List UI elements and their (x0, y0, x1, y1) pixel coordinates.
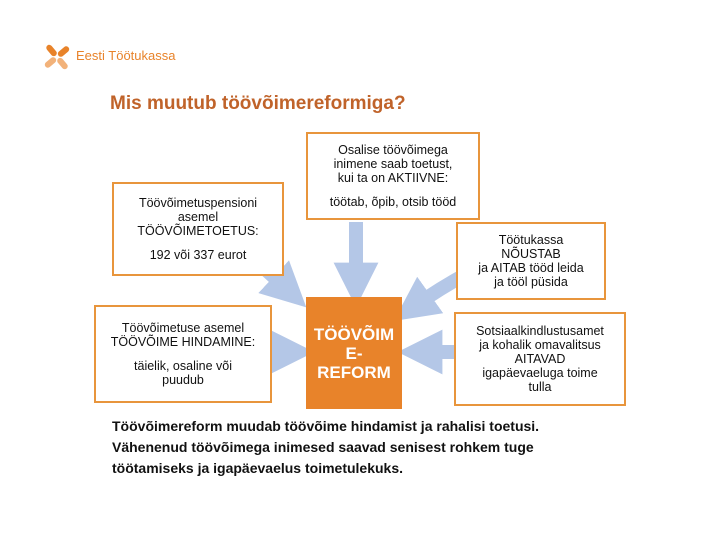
box-top-right-line3: ja AITAB tööd leida (478, 261, 584, 275)
box-bottom-left-line3: täielik, osaline või (134, 359, 232, 373)
box-top-center-line2: inimene saab toetust, (333, 157, 453, 171)
box-top-left-line3: TÖÖVÕIMETOETUS: (137, 224, 259, 238)
box-bottom-right-line1: Sotsiaalkindlustusamet (476, 324, 604, 338)
center-line3: REFORM (317, 362, 391, 382)
summary-line2: Vähenenud töövõimega inimesed saavad senisest rohkem tuge (112, 439, 534, 455)
box-top-left-line2: asemel (177, 210, 219, 224)
center-line2: E- (345, 343, 363, 363)
box-bottom-left-line2: TÖÖVÕIME HINDAMINE: (110, 335, 256, 349)
box-top-left-line4: 192 või 337 eurot (149, 248, 247, 262)
box-top-left (112, 182, 284, 276)
center-line1: TÖÖVÕIM (313, 324, 395, 344)
summary-line1: Töövõimereform muudab töövõime hindamist ja rahalisi toetusi. (112, 418, 540, 434)
center-reform-box (306, 297, 402, 409)
box-top-right (456, 222, 606, 300)
box-bottom-right-line2: ja kohalik omavalitsus (479, 338, 601, 352)
box-top-right-line1: Töötukassa (498, 233, 564, 247)
box-top-center-line4: töötab, õpib, otsib tööd (329, 195, 457, 209)
box-top-center-line3: kui ta on AKTIIVNE: (337, 171, 449, 185)
summary-text (112, 416, 632, 479)
box-bottom-right-line4: igapäevaeluga toime (482, 366, 598, 380)
box-top-right-line4: ja tööl püsida (494, 275, 568, 289)
box-top-right-line2: NÕUSTAB (501, 247, 561, 261)
logo-text: Eesti Töötukassa (76, 48, 176, 63)
box-top-center-line1: Osalise töövõimega (338, 143, 448, 157)
box-bottom-right-line3: AITAVAD (514, 352, 566, 366)
box-bottom-right-line5: tulla (528, 380, 552, 394)
box-bottom-left (94, 305, 272, 403)
box-top-center (306, 132, 480, 220)
box-bottom-right (454, 312, 626, 406)
box-bottom-left-line1: Töövõimetuse asemel (121, 321, 245, 335)
summary-line3: töötamiseks ja igapäevaelus toimetulekuks. (112, 460, 404, 476)
box-top-left-line1: Töövõimetuspensioni (138, 196, 258, 210)
page-title: Mis muutub töövõimereformiga? (110, 93, 406, 114)
box-bottom-left-line4: puudub (162, 373, 204, 387)
